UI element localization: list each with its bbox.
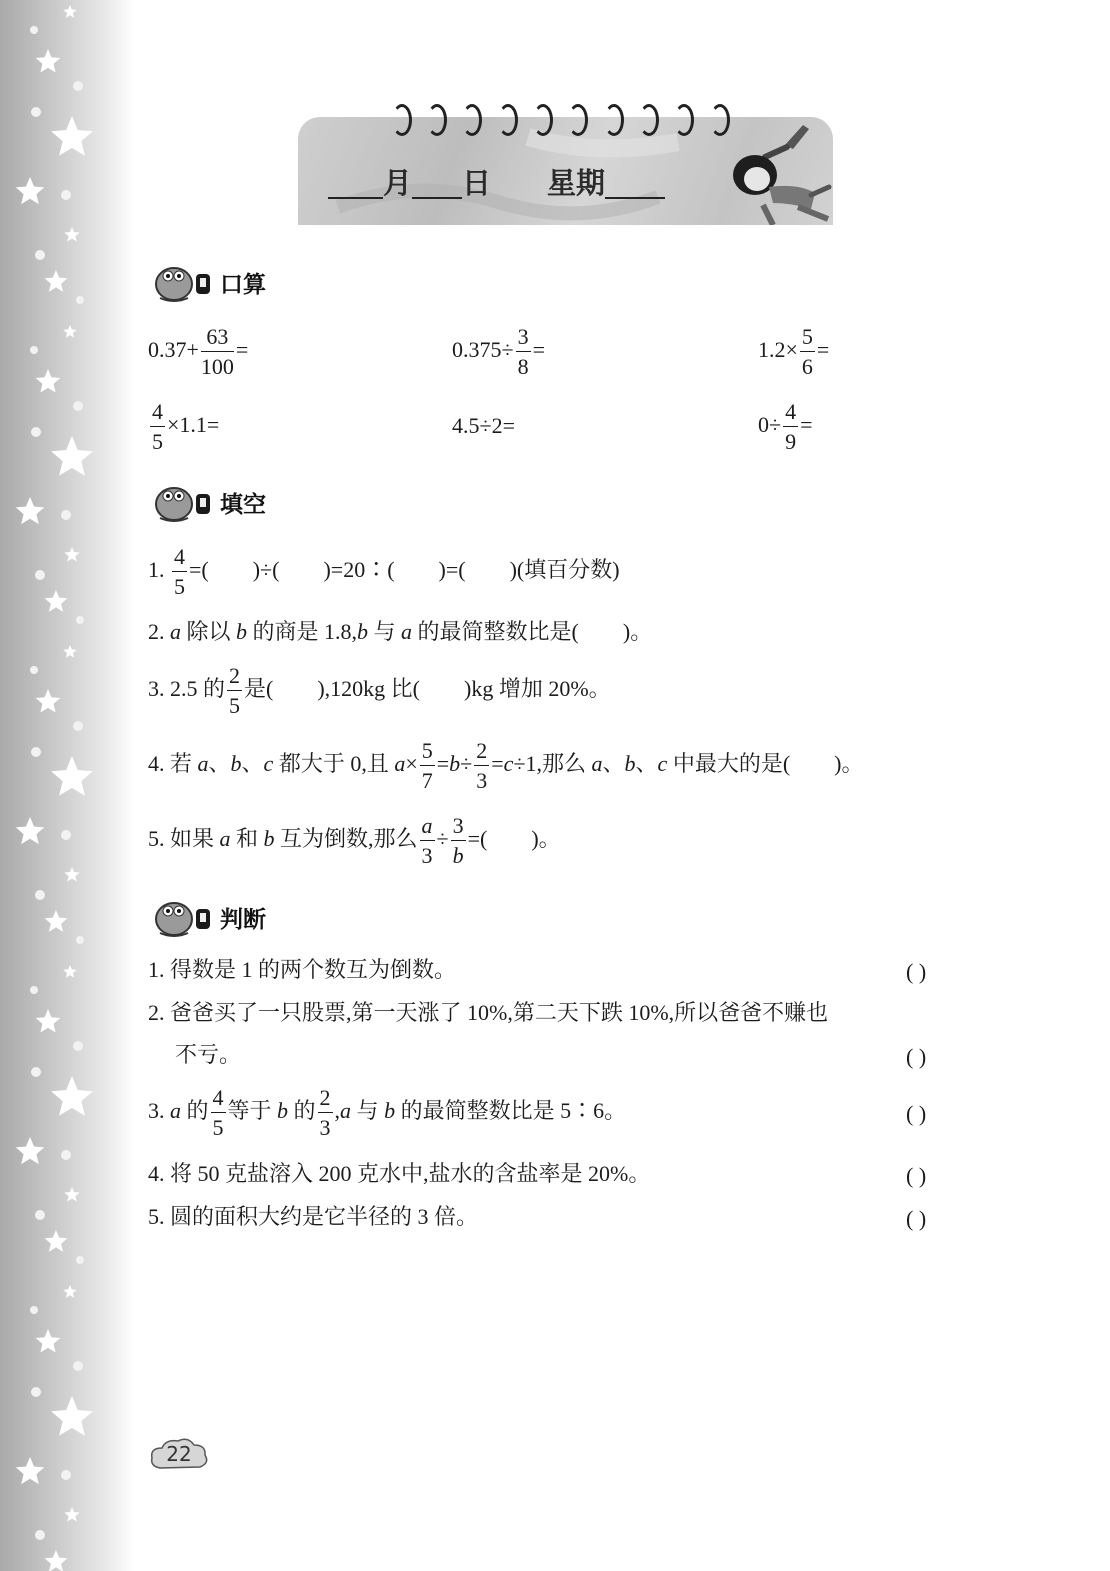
binder-ring bbox=[427, 104, 447, 136]
expr-text: 等于 bbox=[227, 1098, 278, 1124]
denominator: 5 bbox=[229, 693, 241, 718]
fraction bbox=[420, 815, 435, 867]
decorative-dot bbox=[31, 1387, 41, 1397]
expr-text: 、 bbox=[602, 751, 625, 777]
decorative-star-icon bbox=[63, 965, 76, 978]
day-blank[interactable] bbox=[412, 167, 462, 199]
expr-text: =( )÷( )=20∶( )=( )(填百分数) bbox=[189, 557, 620, 583]
denominator: 8 bbox=[517, 354, 529, 379]
numerator: 3 bbox=[516, 326, 531, 352]
fraction bbox=[451, 815, 466, 867]
decorative-star-icon bbox=[16, 817, 45, 844]
numerator: 4 bbox=[783, 401, 798, 427]
expr-text: 的商是 1.8, bbox=[247, 619, 358, 644]
denominator: 6 bbox=[801, 354, 813, 379]
expr-text: ÷1,那么 bbox=[513, 751, 592, 777]
page-number-badge bbox=[148, 1436, 210, 1472]
decorative-star-icon bbox=[63, 1285, 76, 1298]
denominator: 9 bbox=[785, 429, 797, 454]
owl-mascot-icon bbox=[148, 258, 216, 304]
decorative-dot bbox=[61, 510, 71, 520]
decorative-dot bbox=[31, 107, 41, 117]
expr-text: = bbox=[436, 751, 450, 777]
expr-text: 4. 若 bbox=[148, 751, 198, 777]
expr-text: ×1.1= bbox=[167, 412, 220, 438]
expr-text: 和 bbox=[230, 826, 264, 852]
expr-text: =( )。 bbox=[467, 826, 561, 852]
binder-rings bbox=[392, 104, 742, 138]
denominator: 5 bbox=[212, 1115, 224, 1140]
fraction bbox=[516, 326, 531, 378]
binder-ring bbox=[674, 104, 694, 136]
fill-q5 bbox=[148, 815, 561, 867]
decorative-star-icon bbox=[16, 1137, 45, 1164]
judge-q5: 5. 圆的面积大约是它半径的 3 倍。 bbox=[148, 1204, 479, 1229]
decorative-dot bbox=[73, 81, 83, 91]
numerator: 4 bbox=[211, 1087, 226, 1113]
denominator: 3 bbox=[421, 843, 433, 868]
decorative-star-icon bbox=[51, 436, 93, 476]
denominator: 3 bbox=[476, 768, 488, 793]
weekday-label: 星期 bbox=[547, 166, 606, 200]
expr-text: = bbox=[532, 337, 545, 363]
decorative-dot bbox=[73, 721, 83, 731]
variable: b bbox=[236, 619, 248, 644]
day-label: 日 bbox=[462, 166, 492, 200]
decorative-dot bbox=[30, 986, 38, 994]
numerator: 5 bbox=[800, 326, 815, 352]
expr-text: 与 bbox=[368, 619, 402, 644]
variable: a bbox=[394, 751, 406, 777]
owl-mascot-icon bbox=[148, 478, 216, 524]
expr-text: 、 bbox=[208, 751, 231, 777]
weekday-blank[interactable] bbox=[605, 167, 665, 199]
fraction bbox=[211, 1087, 226, 1139]
expr-text: 2. bbox=[148, 619, 170, 644]
expr-text: 的最简整数比是( )。 bbox=[412, 619, 653, 644]
decorative-dot bbox=[30, 346, 38, 354]
decorative-star-icon bbox=[36, 1009, 61, 1033]
variable: b bbox=[624, 751, 636, 777]
decorative-star-icon bbox=[16, 497, 45, 524]
decorative-star-icon bbox=[36, 1329, 61, 1353]
answer-parenthesis[interactable]: ( ) bbox=[906, 1044, 927, 1069]
decorative-star-icon bbox=[63, 645, 76, 658]
decorative-dot bbox=[35, 250, 45, 260]
expr-text: × bbox=[405, 751, 418, 777]
fraction bbox=[227, 665, 242, 717]
binder-ring bbox=[498, 104, 518, 136]
fraction bbox=[420, 740, 435, 792]
expr-text: 0.37+ bbox=[148, 337, 199, 363]
fraction bbox=[783, 401, 798, 453]
answer-parenthesis[interactable]: ( ) bbox=[906, 1101, 927, 1126]
denominator: 3 bbox=[319, 1115, 331, 1140]
month-label: 月 bbox=[383, 166, 413, 200]
fraction bbox=[474, 740, 489, 792]
decorative-star-icon bbox=[36, 689, 61, 713]
variable: a bbox=[401, 619, 413, 644]
variable: b bbox=[449, 751, 461, 777]
expr-text: 是( ),120kg 比( )kg 增加 20%。 bbox=[244, 676, 611, 702]
expr-text: 0÷ bbox=[758, 412, 782, 438]
expr-text: = bbox=[491, 751, 504, 777]
fill-q2 bbox=[148, 621, 652, 643]
expr-text: 除以 bbox=[181, 619, 237, 644]
judge-q4: 4. 将 50 克盐溶入 200 克水中,盐水的含盐率是 20%。 bbox=[148, 1161, 651, 1186]
decorative-star-icon bbox=[16, 1457, 45, 1484]
numerator: 4 bbox=[150, 401, 165, 427]
decorative-star-icon bbox=[64, 1507, 79, 1522]
answer-parenthesis[interactable]: ( ) bbox=[906, 1206, 927, 1231]
decorative-dot bbox=[76, 936, 84, 944]
decorative-dot bbox=[35, 890, 45, 900]
fill-q4 bbox=[148, 740, 863, 792]
binder-ring bbox=[568, 104, 588, 136]
expr-text: 都大于 0,且 bbox=[273, 751, 395, 777]
section-title: 判断 bbox=[220, 907, 266, 933]
decorative-dot bbox=[76, 616, 84, 624]
oral-q2 bbox=[452, 326, 545, 378]
decorative-star-icon bbox=[63, 325, 76, 338]
decorative-star-icon bbox=[51, 756, 93, 796]
expr-text: 0.375÷ bbox=[452, 337, 514, 363]
variable: b bbox=[230, 751, 242, 777]
binder-ring bbox=[639, 104, 659, 136]
numerator: 2 bbox=[318, 1087, 333, 1113]
judge-q3 bbox=[148, 1087, 626, 1139]
denominator: 7 bbox=[421, 768, 433, 793]
decorative-dot bbox=[30, 26, 38, 34]
variable: b bbox=[277, 1098, 289, 1124]
fraction bbox=[318, 1087, 333, 1139]
expr-text: = bbox=[800, 412, 813, 438]
judge-q1: 1. 得数是 1 的两个数互为倒数。 bbox=[148, 957, 457, 982]
decorative-star-icon bbox=[64, 867, 79, 882]
oral-q3 bbox=[758, 326, 829, 378]
decorative-star-icon bbox=[36, 49, 61, 73]
variable: c bbox=[263, 751, 274, 777]
star-pattern bbox=[0, 0, 135, 1571]
decorative-star-icon bbox=[64, 1187, 79, 1202]
numerator: 2 bbox=[227, 665, 242, 691]
variable: b bbox=[357, 619, 369, 644]
variable: a bbox=[170, 1098, 181, 1124]
variable: c bbox=[657, 751, 668, 777]
expr-text: 与 bbox=[351, 1098, 385, 1124]
month-blank[interactable] bbox=[328, 167, 383, 199]
variable: a bbox=[170, 619, 181, 644]
decorative-star-icon bbox=[64, 227, 79, 242]
decorative-star-icon bbox=[45, 270, 68, 292]
answer-parenthesis[interactable]: ( ) bbox=[906, 1163, 927, 1188]
expr-text: 中最大的是( )。 bbox=[667, 751, 864, 777]
expr-text: 3. 2.5 的 bbox=[148, 676, 226, 702]
decorative-dot bbox=[31, 747, 41, 757]
expr-text: 的最简整数比是 5∶6。 bbox=[395, 1098, 627, 1124]
decorative-dot bbox=[73, 1361, 83, 1371]
variable: b bbox=[384, 1098, 396, 1124]
fraction bbox=[201, 326, 234, 378]
expr-text: 4.5÷2= bbox=[452, 413, 515, 438]
decorative-star-icon bbox=[45, 1550, 68, 1571]
numerator: 5 bbox=[420, 740, 435, 766]
variable: a bbox=[340, 1098, 352, 1124]
answer-parenthesis[interactable]: ( ) bbox=[906, 959, 927, 984]
oral-q5 bbox=[452, 415, 515, 437]
numerator: 3 bbox=[451, 815, 466, 841]
decorative-star-icon bbox=[63, 5, 76, 18]
decorative-star-icon bbox=[45, 590, 68, 612]
date-line bbox=[328, 161, 665, 202]
decorative-dot bbox=[35, 1210, 45, 1220]
oral-q4 bbox=[148, 401, 219, 453]
decorative-star-icon bbox=[51, 1396, 93, 1436]
decorative-dot bbox=[31, 1067, 41, 1077]
decorative-dot bbox=[30, 1306, 38, 1314]
expr-text: ÷ bbox=[436, 826, 449, 852]
section-title: 填空 bbox=[220, 492, 266, 518]
decorative-dot bbox=[73, 401, 83, 411]
decorative-dot bbox=[35, 570, 45, 580]
numerator: 2 bbox=[474, 740, 489, 766]
expr-text: 互为倒数,那么 bbox=[274, 826, 418, 852]
expr-text: 的 bbox=[288, 1098, 316, 1124]
denominator: 5 bbox=[152, 429, 163, 454]
denominator: 100 bbox=[200, 354, 234, 379]
decorative-dot bbox=[35, 1530, 45, 1540]
decorative-star-icon bbox=[36, 369, 61, 393]
decorative-dot bbox=[30, 666, 38, 674]
decorative-star-icon bbox=[51, 116, 93, 156]
variable: a bbox=[591, 751, 603, 777]
denominator: 5 bbox=[174, 574, 185, 599]
decorative-dot bbox=[61, 190, 71, 200]
binder-ring bbox=[392, 104, 412, 136]
decorative-dot bbox=[73, 1041, 83, 1051]
fraction bbox=[800, 326, 815, 378]
decorative-star-icon bbox=[51, 1076, 93, 1116]
numerator: 63 bbox=[201, 326, 234, 352]
oral-q6 bbox=[758, 401, 813, 453]
judge-q2-line2: 不亏。 bbox=[175, 1042, 242, 1067]
denominator: b bbox=[452, 843, 464, 868]
decorative-dot bbox=[61, 1150, 71, 1160]
expr-text: 1. bbox=[148, 557, 170, 583]
binder-ring bbox=[604, 104, 624, 136]
expr-text: 5. 如果 bbox=[148, 826, 220, 852]
expr-text: 的 bbox=[181, 1098, 209, 1124]
judge-q2-line1: 2. 爸爸买了一只股票,第一天涨了 10%,第二天下跌 10%,所以爸爸不赚也 bbox=[148, 1000, 829, 1025]
decorative-dot bbox=[61, 1470, 71, 1480]
expr-text: 3. bbox=[148, 1098, 170, 1124]
fill-q3 bbox=[148, 665, 611, 717]
fraction bbox=[172, 546, 187, 598]
fill-q1 bbox=[148, 546, 620, 598]
expr-text: 1.2× bbox=[758, 337, 798, 363]
decorative-star-icon bbox=[45, 910, 68, 932]
decorative-dot bbox=[31, 427, 41, 437]
expr-text: 、 bbox=[241, 751, 264, 777]
variable: a bbox=[219, 826, 231, 852]
page-number: 22 bbox=[166, 1442, 192, 1466]
section-title: 口算 bbox=[220, 272, 266, 298]
expr-text: = bbox=[235, 337, 249, 363]
fraction bbox=[150, 401, 165, 453]
oral-q1 bbox=[148, 326, 248, 378]
decorative-star-icon bbox=[45, 1230, 68, 1252]
owl-mascot-icon bbox=[148, 893, 216, 939]
decorative-dot bbox=[76, 296, 84, 304]
decorative-star-icon bbox=[64, 547, 79, 562]
decorative-star-strip bbox=[0, 0, 135, 1571]
binder-ring bbox=[462, 104, 482, 136]
variable: b bbox=[263, 826, 275, 852]
binder-ring bbox=[533, 104, 553, 136]
expr-text: 、 bbox=[635, 751, 658, 777]
decorative-dot bbox=[76, 1256, 84, 1264]
expr-text: = bbox=[816, 337, 830, 363]
expr-text: , bbox=[334, 1098, 341, 1124]
binder-ring bbox=[710, 104, 730, 136]
numerator: a bbox=[420, 815, 435, 841]
variable: c bbox=[503, 751, 514, 777]
decorative-dot bbox=[61, 830, 71, 840]
decorative-star-icon bbox=[16, 177, 45, 204]
numerator: 4 bbox=[172, 546, 187, 572]
expr-text: ÷ bbox=[460, 751, 473, 777]
variable: a bbox=[197, 751, 209, 777]
